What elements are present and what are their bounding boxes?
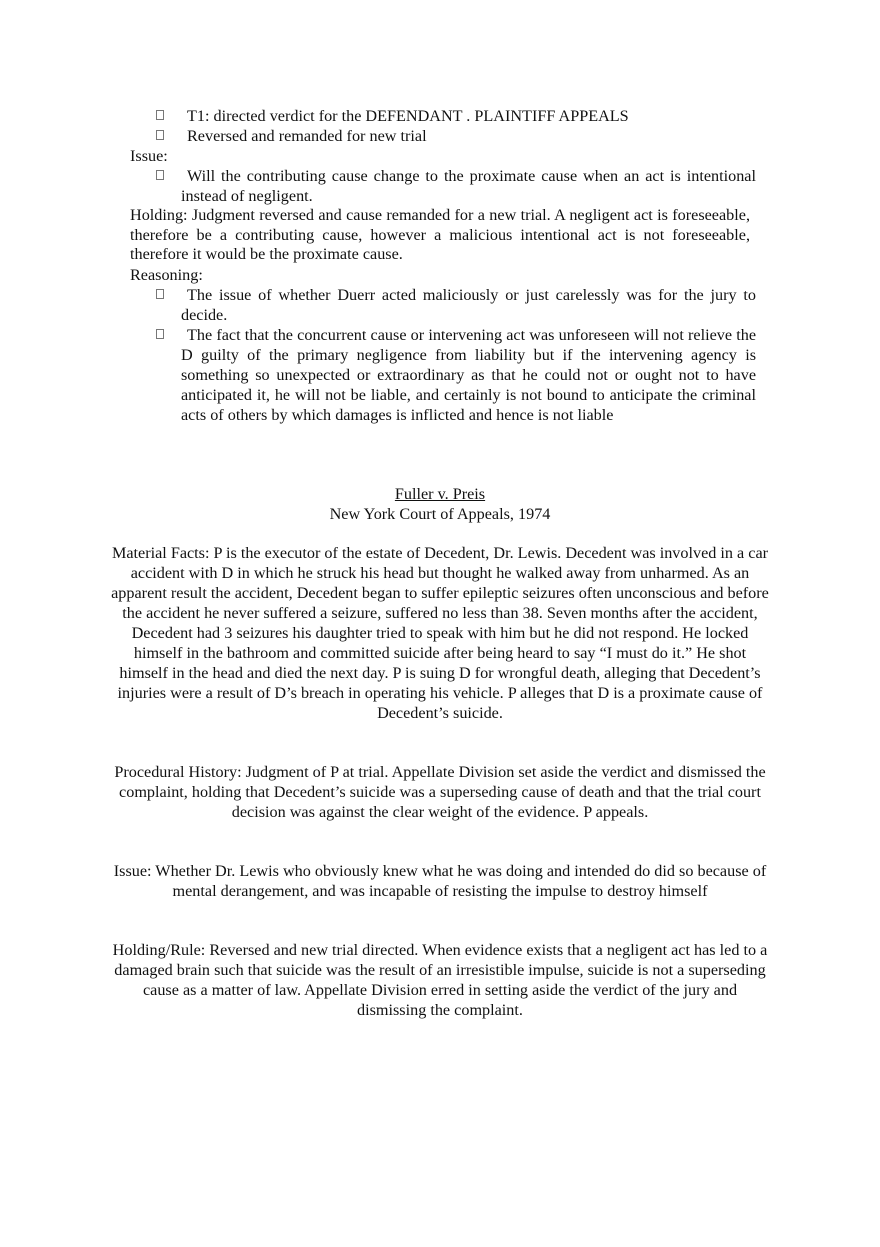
issue-paragraph: Issue: Whether Dr. Lewis who obviously knew what he was doing and intended do did so because of mental derangement, and was incapable of resisting the impulse to destroy himself (113, 862, 767, 900)
bullet-item (150, 106, 756, 126)
reasoning-bullet (150, 285, 756, 325)
bullet-box-icon (156, 130, 164, 140)
issue-bullet (150, 166, 756, 206)
bullet-box-icon (156, 289, 164, 299)
bullet-text: T1: directed verdict for the DEFENDANT . PLAINTIFF APPEALS (187, 107, 629, 125)
procedural-history-paragraph: Procedural History: Judgment of P at trial. Appellate Division set aside the verdict and dismissed the complaint, holding that Decedent’s suicide was a superseding cause of death and that the trial court decision was against the clear weight of the evidence. P appeals. (114, 763, 766, 821)
bullet-box-icon (156, 170, 164, 180)
bullet-box-icon (156, 110, 164, 120)
material-facts-paragraph: Material Facts: P is the executor of the estate of Decedent, Dr. Lewis. Decedent was involved in a car accident with D in which he struck his head but thought he walked away from unharmed. As an apparent result the accident, Decedent began to suffer epileptic seizures often unconscious and before the accident he never suffered a seizure, suffered no less than 38. Seven months after the accident, Decedent had 3 seizures his daughter tried to speak with him but he did not respond. He locked himself in the bathroom and committed suicide after being heard to say “I must do it.” He shot himself in the head and died the next day. P is suing D for wrongful death, alleging that Decedent’s injuries were a result of D’s breach in operating his vehicle. P alleges that D is a proximate cause of Decedent’s suicide. (111, 544, 769, 722)
reasoning-bullet (150, 325, 756, 425)
bullet-item (150, 126, 756, 146)
bullet-text: The fact that the concurrent cause or intervening act was unforeseen will not relieve the D guilty of the primary negligence from liability but if the intervening agency is something so unexpected or extraordinary as that he could not or ought not to have anticipated it, he will not be liable, and certainly is not bound to anticipate the criminal acts of others by which damages is inflicted and hence is not liable (181, 326, 756, 424)
case-heading (110, 484, 770, 524)
bullet-box-icon (156, 329, 164, 339)
issue-label: Issue: (130, 147, 168, 165)
bullet-text: Will the contributing cause change to the proximate cause when an act is intentional instead of negligent. (181, 167, 756, 205)
case-title: Fuller v. Preis (394, 485, 486, 503)
case-court: New York Court of Appeals, 1974 (329, 505, 551, 523)
bullet-text: The issue of whether Duerr acted maliciously or just carelessly was for the jury to decide. (181, 286, 756, 324)
holding-rule-paragraph: Holding/Rule: Reversed and new trial directed. When evidence exists that a negligent act has led to a damaged brain such that suicide was the result of an irresistible impulse, suicide is not a superseding cause as a matter of law. Appellate Division erred in setting aside the verdict of the jury and dismissing the complaint. (112, 941, 768, 1019)
reasoning-label: Reasoning: (130, 266, 203, 284)
holding-paragraph: Holding: Judgment reversed and cause remanded for a new trial. A negligent act is foreseeable, therefore be a contributing cause, however a malicious intentional act is not foreseeable, therefore it would be the proximate cause. (130, 206, 750, 264)
bullet-text: Reversed and remanded for new trial (187, 127, 427, 145)
